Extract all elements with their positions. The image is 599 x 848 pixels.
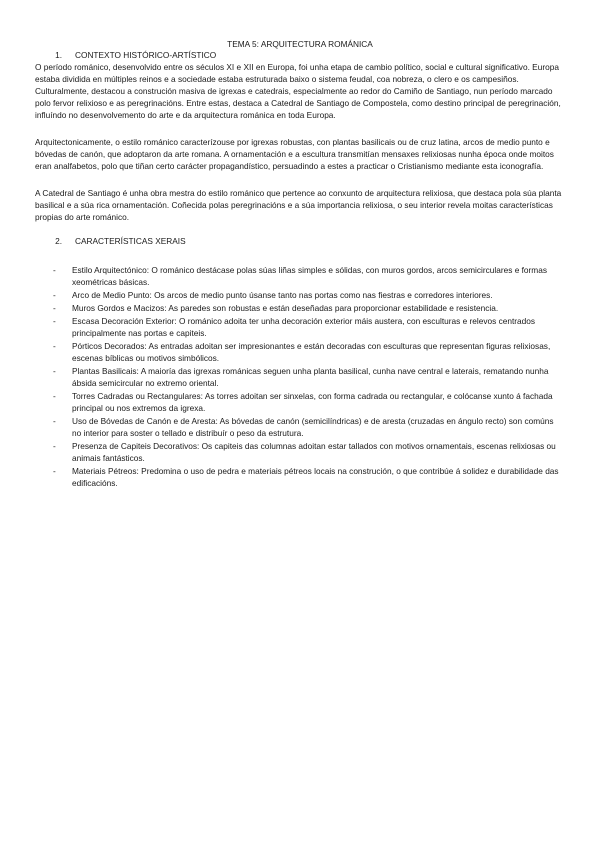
characteristics-list	[35, 264, 565, 489]
section-number: 2.	[55, 236, 62, 246]
list-item-text: Muros Gordos e Macizos: As paredes son robustas e están deseñadas para proporcionar estabilidade e resistencia.	[72, 303, 499, 313]
list-item-text: Estilo Arquitectónico: O románico destácase polas súas liñas simples e sólidas, con muros gordos, arcos semicirculares e formas xeométricas básicas.	[72, 265, 547, 287]
list-item	[35, 465, 565, 489]
list-item	[35, 415, 565, 439]
list-item-text: Plantas Basilicais: A maioría das igrexas románicas seguen unha planta basilical, cunha nave central e laterais, rematando nunha ábsida semicircular no extremo oriental.	[72, 366, 549, 388]
bullet-dash: -	[53, 391, 56, 401]
list-item	[35, 440, 565, 464]
list-item	[35, 289, 565, 301]
list-item	[35, 365, 565, 389]
list-item-text: Arco de Medio Punto: Os arcos de medio punto úsanse tanto nas portas como nas fiestras e corredores interiores.	[72, 290, 493, 300]
list-item	[35, 302, 565, 314]
bullet-dash: -	[53, 265, 56, 275]
section-title: CONTEXTO HISTÓRICO-ARTÍSTICO	[75, 50, 217, 60]
list-item-text: Materiais Pétreos: Predomina o uso de pedra e materiais pétreos locais na construción, o que contribúe á solidez e durabilidade das edificacións.	[72, 466, 559, 488]
section-heading-2	[35, 236, 565, 247]
bullet-dash: -	[53, 316, 56, 326]
paragraph-cathedral: A Catedral de Santiago é unha obra mestra do estilo románico que pertence ao conxunto de arquitectura relixiosa, que destaca pola súa planta basilical e a súa rica ornamentación. Coñecida polas peregrinacións e a súa importancia relixiosa, o seu interior revela moitas características propias do arte románico.	[35, 188, 562, 222]
list-item	[35, 390, 565, 414]
list-item-text: Presenza de Capiteis Decorativos: Os capiteis das columnas adoitan estar tallados con motivos ornamentais, escenas relixiosas ou animais fantásticos.	[72, 441, 556, 463]
section-heading-1	[35, 50, 565, 61]
bullet-dash: -	[53, 416, 56, 426]
bullet-dash: -	[53, 290, 56, 300]
bullet-dash: -	[53, 366, 56, 376]
list-item-text: Uso de Bóvedas de Canón e de Aresta: As bóvedas de canón (semicilíndricas) e de aresta (cruzadas en ángulo recto) son comúns no interior para soster o tellado e distribuír o peso da estrutura.	[72, 416, 554, 438]
section-number: 1.	[55, 50, 62, 60]
document-title: TEMA 5: ARQUITECTURA ROMÁNICA	[227, 39, 373, 49]
bullet-dash: -	[53, 466, 56, 476]
list-item	[35, 315, 565, 339]
section-title: CARACTERÍSTICAS XERAIS	[75, 236, 186, 246]
bullet-dash: -	[53, 303, 56, 313]
paragraph-context: O período románico, desenvolvido entre os séculos XI e XII en Europa, foi unha etapa de cambio político, social e cultural significativo. Europa estaba dividida en múltiples reinos e a sociedade estaba estruturada baixo o sistema feudal, coa nobreza, o clero e os campesiños. Culturalmente, destacou a construción masiva de igrexas e catedrais, especialmente ao redor do Camiño de Santiago, nun período marcado polo fervor relixioso e as peregrinacións. Entre estas, destaca a Catedral de Santiago de Compostela, como destino principal de peregrinación, influíndo no desenvolvemento do arte e da arquitectura románica en toda Europa.	[35, 62, 561, 120]
list-item-text: Escasa Decoración Exterior: O románico adoita ter unha decoración exterior máis austera, con esculturas e relevos centrados principalmente nas portas e capiteis.	[72, 316, 536, 338]
document-body	[35, 39, 565, 490]
bullet-dash: -	[53, 341, 56, 351]
list-item	[35, 340, 565, 364]
paragraph-architecture: Arquitectonicamente, o estilo románico caracterízouse por igrexas robustas, con plantas basilicais ou de cruz latina, arcos de medio punto e bóvedas de canón, que adoptaron da arte romana. A ornamentación e a escultura transmitían mensaxes relixiosas nunha época onde moitos eran analfabetos, polo que tiñan certo carácter propagandístico, persuadindo a estes a practicar o Cristianismo mediante esta iconografía.	[35, 137, 554, 171]
list-item-text: Torres Cadradas ou Rectangulares: As torres adoitan ser sinxelas, con forma cadrada ou rectangular, e colócanse xunto á fachada principal ou nos extremos da igrexa.	[72, 391, 553, 413]
bullet-dash: -	[53, 441, 56, 451]
list-item-text: Pórticos Decorados: As entradas adoitan ser impresionantes e están decoradas con esculturas que representan figuras relixiosas, escenas bíblicas ou motivos simbólicos.	[72, 341, 551, 363]
list-item	[35, 264, 565, 288]
